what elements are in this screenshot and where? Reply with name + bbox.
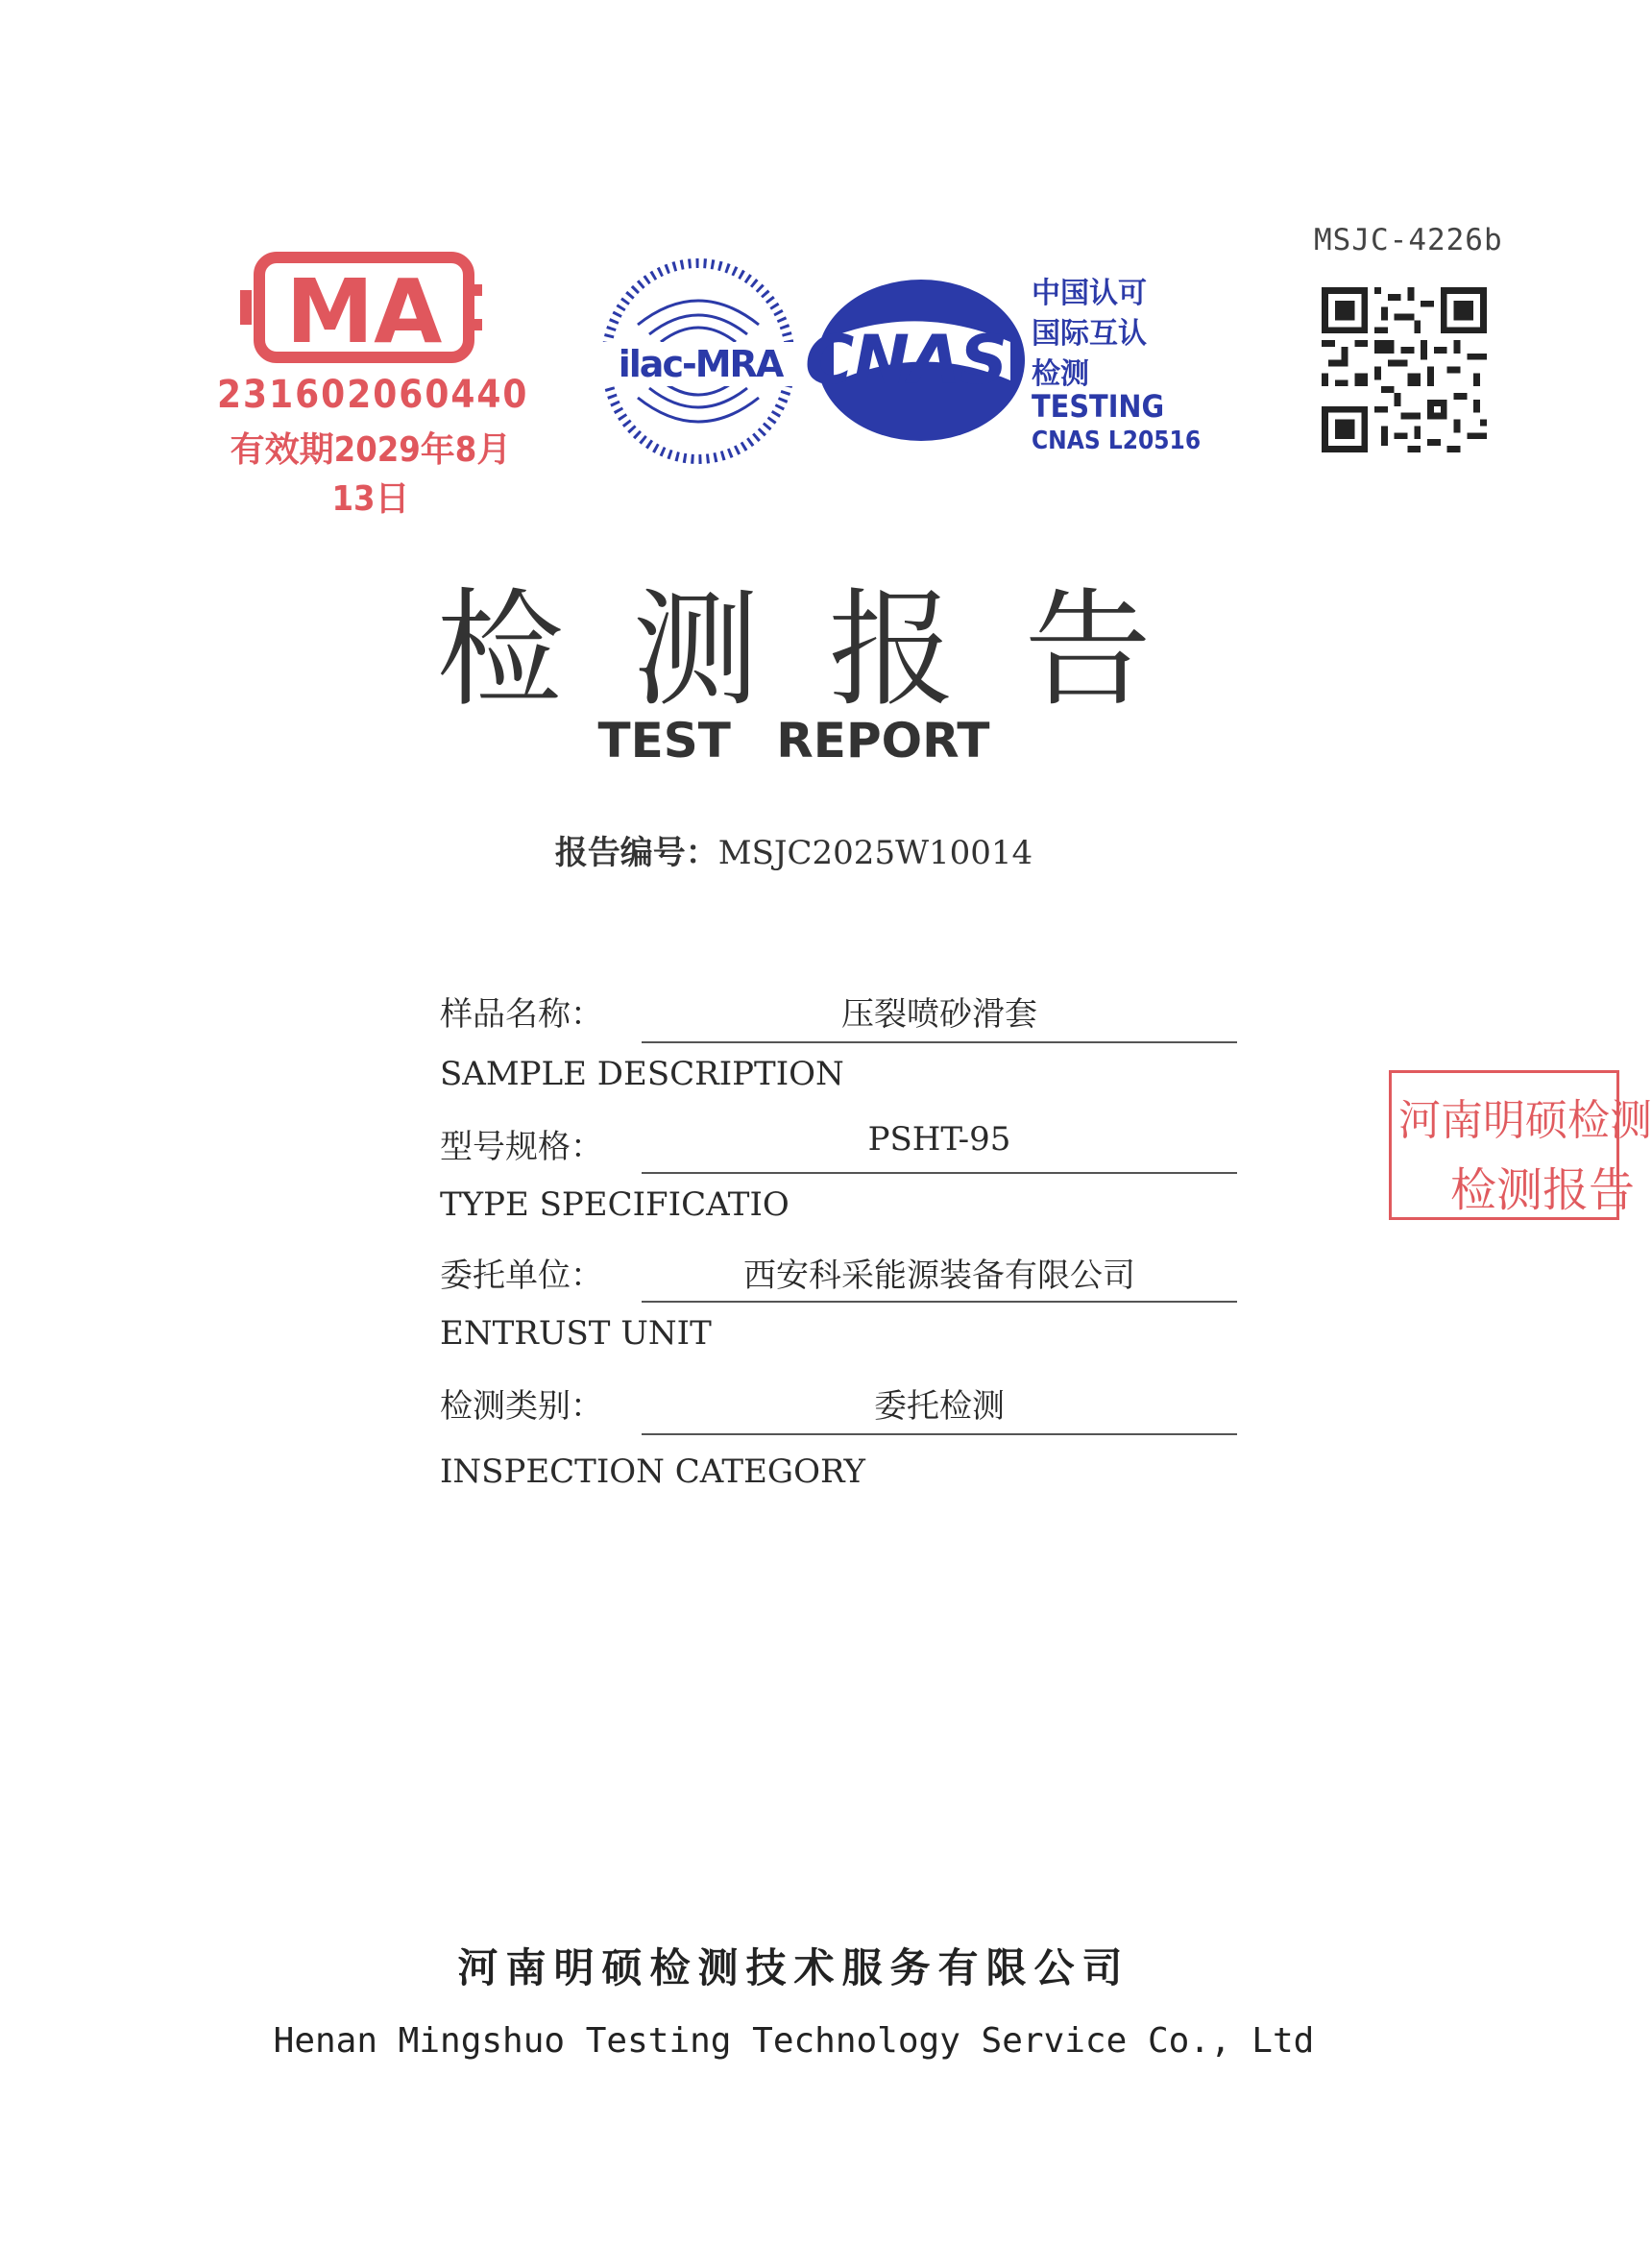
- sample-name-label: 样品名称：: [440, 995, 603, 1034]
- sample-description-label-en: SAMPLE DESCRIPTION: [440, 1055, 844, 1093]
- page-title-en: TEST REPORT: [597, 713, 990, 769]
- type-spec-underline: [642, 1172, 1237, 1174]
- cma-logo: [238, 240, 490, 375]
- cnas-cn-line-2: 国际互认: [1032, 317, 1147, 351]
- report-number-value: MSJC2025W10014: [717, 834, 1033, 872]
- cnas-mark: CNAS: [805, 321, 1008, 400]
- page-title: 检测报告: [436, 576, 1221, 724]
- seal-line-2: 检测报告: [1450, 1163, 1636, 1217]
- seal-line-1: 河南明硕检测: [1398, 1096, 1652, 1145]
- company-name-cn: 河南明硕检测技术服务有限公司: [457, 1944, 1130, 1991]
- report-number: [0, 826, 1588, 873]
- cnas-testing: TESTING: [1032, 388, 1165, 425]
- inspection-category-label: 检测类别：: [440, 1387, 603, 1426]
- entrust-unit-label-en: ENTRUST UNIT: [440, 1314, 712, 1353]
- cnas-cn-line-1: 中国认可: [1032, 277, 1147, 310]
- cma-mark: MA: [285, 260, 443, 363]
- ilac-mra-text: ilac-MRA: [601, 342, 799, 386]
- inspection-category-label-en: INSPECTION CATEGORY: [440, 1453, 865, 1491]
- sample-name-underline: [642, 1041, 1237, 1043]
- sample-name-value: 压裂喷砂滑套: [841, 995, 1037, 1034]
- type-specification-label-en: TYPE SPECIFICATIO: [440, 1185, 790, 1224]
- entrust-unit-underline: [642, 1301, 1237, 1303]
- cnas-cn-line-3: 检测: [1032, 357, 1089, 391]
- type-spec-value: PSHT-95: [867, 1120, 1011, 1159]
- cnas-registration: CNAS L20516: [1032, 427, 1202, 455]
- company-name-en: Henan Mingshuo Testing Technology Service Co., Ltd: [273, 2021, 1315, 2061]
- inspection-category-underline: [642, 1433, 1237, 1435]
- cma-number: 231602060440: [217, 373, 529, 417]
- qr-code-icon: [1322, 284, 1487, 455]
- report-number-label: 报告编号：: [554, 834, 718, 872]
- entrust-unit-value: 西安科采能源装备有限公司: [743, 1257, 1135, 1295]
- form-code: MSJC-4226b: [1314, 223, 1503, 257]
- inspection-category-value: 委托检测: [874, 1387, 1005, 1426]
- cma-validity: 有效期2029年8月13日: [230, 430, 512, 519]
- type-spec-label: 型号规格：: [440, 1128, 603, 1166]
- entrust-unit-label: 委托单位：: [440, 1257, 603, 1295]
